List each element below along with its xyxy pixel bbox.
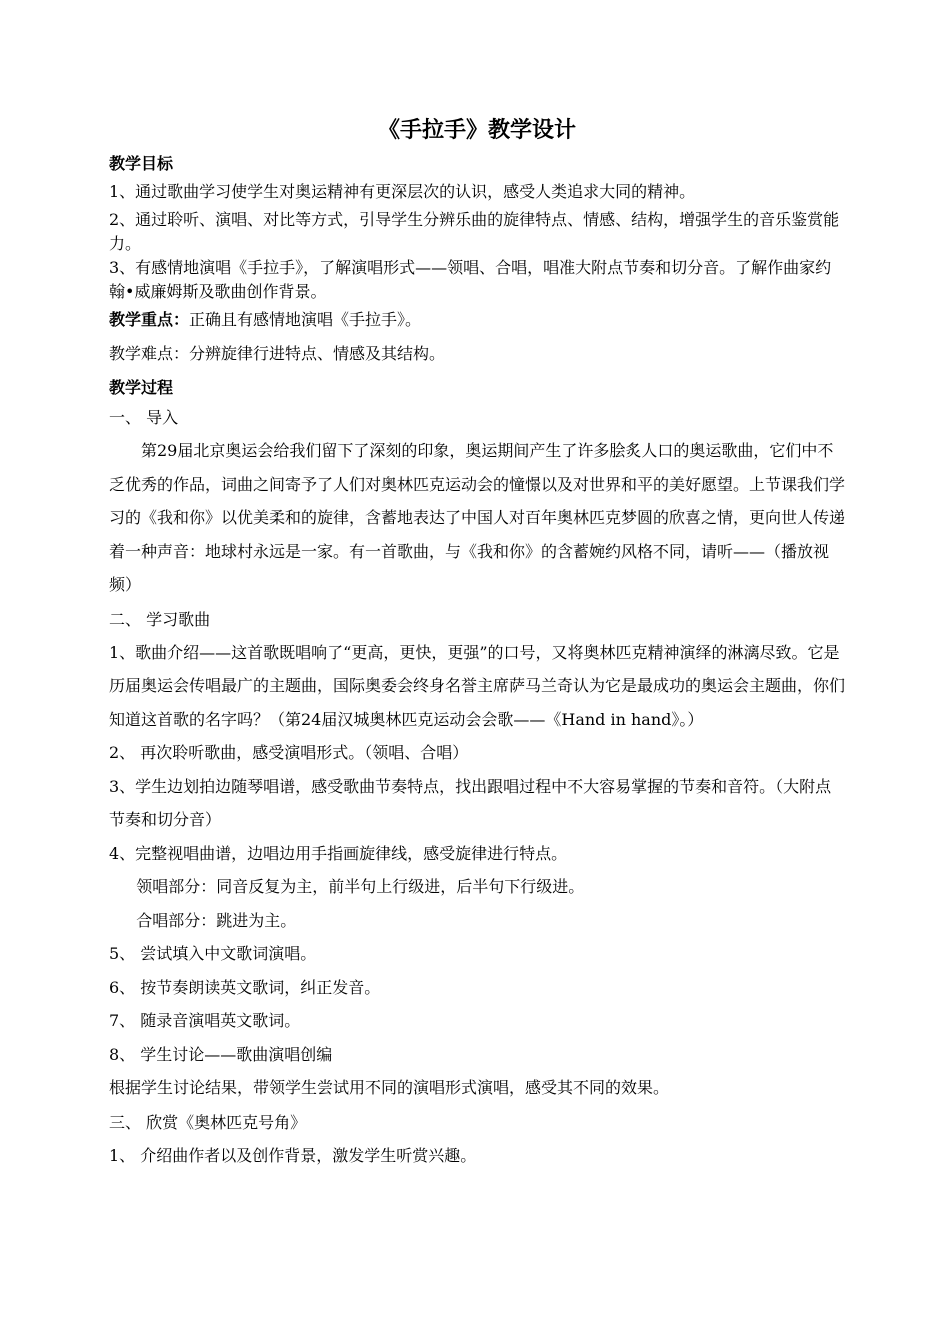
process-heading: 教学过程 [109,378,174,397]
goal-item: 2、通过聆听、演唱、对比等方式，引导学生分辨乐曲的旋律特点、情感、结构，增强学生的音乐鉴赏能力。 [109,210,840,253]
key-point-label: 教学重点： [109,310,190,329]
step-item: 7、 随录音演唱英文歌词。 [109,1011,301,1030]
discussion-result: 根据学生讨论结果，带领学生尝试用不同的演唱形式演唱，感受其不同的效果。 [109,1078,670,1097]
step-item: 6、 按节奏朗读英文歌词，纠正发音。 [109,977,381,997]
section-title-learn-song: 二、 学习歌曲 [109,609,211,629]
document-title: 《手拉手》教学设计 [377,118,576,143]
step-item: 5、 尝试填入中文歌词演唱。 [109,944,317,963]
step-sub-item: 合唱部分：跳进为主。 [136,910,297,930]
step-item: 1、 介绍曲作者以及创作背景，激发学生听赏兴趣。 [109,1145,477,1165]
goals-heading: 教学目标 [109,154,174,173]
key-point-text: 正确且有感情地演唱《手拉手》。 [189,310,422,329]
step-sub-item: 领唱部分：同音反复为主，前半句上行级进，后半句下行级进。 [136,877,585,896]
section-title-appreciation: 三、 欣赏《奥林匹克号角》 [109,1112,307,1132]
key-point [109,308,845,332]
step-item: 2、 再次聆听歌曲，感受演唱形式。（领唱、合唱） [109,743,469,762]
step-item: 1、歌曲介绍——这首歌既唱响了“更高，更快，更强”的口号，又将奥林匹克精神演绎的淋漓尽致。它是历届奥运会传唱最广的主题曲，国际奥委会终身名誉主席萨马兰奇认为它是最成功的奥运会主题曲，你们知道这首歌的名字吗？（第24届汉城奥林匹克运动会会歌——《Hand in hand》。） [109,642,846,729]
goal-item: 3、有感情地演唱《手拉手》，了解演唱形式——领唱、合唱，唱准大附点节奏和切分音。了解作曲家约翰•威廉姆斯及歌曲创作背景。 [109,258,832,301]
step-item: 4、完整视唱曲谱，边唱边用手指画旋律线，感受旋律进行特点。 [109,843,568,863]
intro-paragraph: 第29届北京奥运会给我们留下了深刻的印象，奥运期间产生了许多脍炙人口的奥运歌曲，它们中不乏优秀的作品，词曲之间寄予了人们对奥林匹克运动会的憧憬以及对世界和平的美好愿望。上节课我们学习的《我和你》以优美柔和的旋律，含蓄地表达了中国人对百年奥林匹克梦圆的欣喜之情，更向世人传递着一种声音：地球村永远是一家。有一首歌曲，与《我和你》的含蓄婉约风格不同，请听——（播放视频） [109,441,846,594]
section-title-intro: 一、 导入 [109,408,179,427]
step-item: 3、学生边划拍边随琴唱谱，感受歌曲节奏特点，找出跟唱过程中不大容易掌握的节奏和音符。（大附点节奏和切分音） [109,776,832,829]
goal-item: 1、通过歌曲学习使学生对奥运精神有更深层次的认识，感受人类追求大同的精神。 [109,182,696,201]
difficulty-point: 教学难点：分辨旋律行进特点、情感及其结构。 [109,344,446,363]
step-item: 8、 学生讨论——歌曲演唱创编 [109,1044,333,1064]
document-page [109,116,845,1172]
